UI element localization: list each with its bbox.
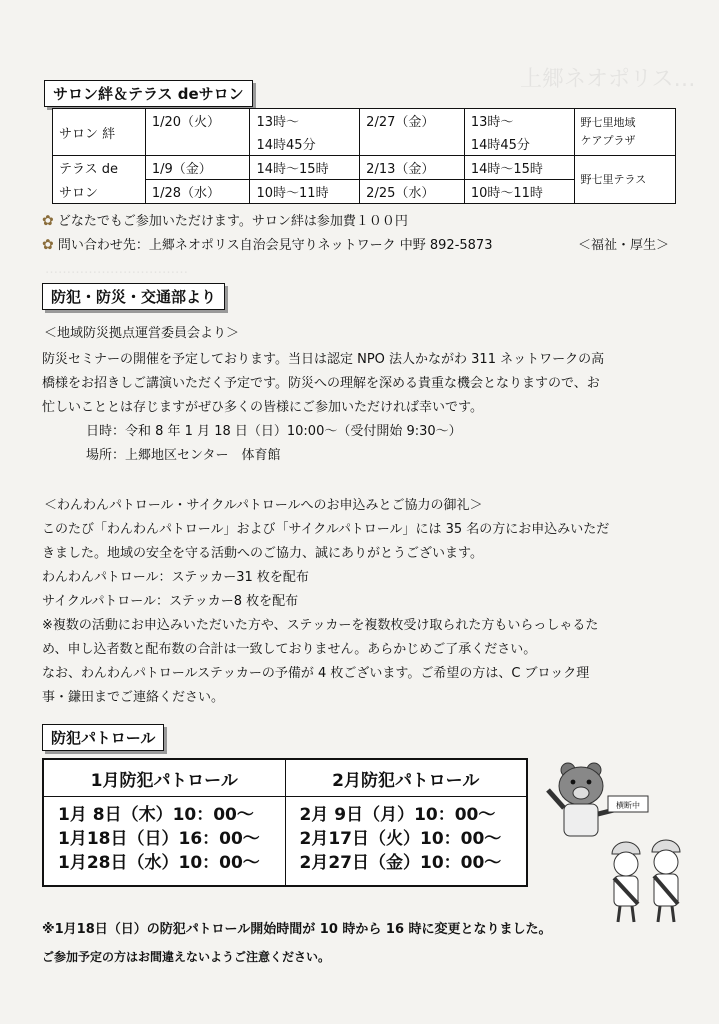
salon-kizuna-name: サロン 絆: [53, 109, 146, 156]
february-patrol-title: 2月防犯パトロール: [285, 759, 527, 797]
patrol-date: 1月28日（水）10：00～: [58, 853, 260, 873]
patrol-schedule-table: [42, 758, 528, 887]
paragraph-line: 事・鎌田までご連絡ください。: [42, 690, 225, 705]
patrol-section-header: 防犯パトロール: [42, 724, 164, 751]
salon-time: 13時～: [250, 109, 360, 133]
salon-date: 2/25（水）: [360, 180, 465, 204]
paragraph-line: このたび「わんわんパトロール」および「サイクルパトロール」には 35 名の方にお申込みいただ: [42, 522, 610, 537]
patrol-caution-note: ご参加予定の方はお間違えないようご注意ください。: [42, 950, 331, 964]
terrace-name: テラス de: [53, 156, 146, 180]
paragraph-line: 橋様をお招きしご講演いただく予定です。防災への理解を深める貴重な機会となりますので、お: [42, 376, 600, 391]
salon-contact: ✿ 問い合わせ先：上郷ネオポリス自治会見守りネットワーク 中野 892-5873: [42, 237, 493, 253]
paragraph-line: め、申し込者数と配布数の合計は一致しておりません。あらかじめご了承ください。: [42, 642, 537, 657]
salon-time: 14時～15時: [464, 156, 574, 180]
patrol-date: 2月 9日（月）10：00～: [299, 805, 496, 825]
salon-time: 10時～11時: [464, 180, 574, 204]
bleed-through-text: ……………………………: [45, 262, 188, 277]
paragraph-line: ※複数の活動にお申込みいただいた方や、ステッカーを複数枚受け取られた方もいらっしゃるた: [42, 618, 599, 633]
patrol-children-illustration: [604, 838, 694, 924]
salon-section-header: サロン絆＆テラス deサロン: [44, 80, 253, 107]
paragraph-line: なお、わんわんパトロールステッカーの予備が 4 枚ございます。ご希望の方は、C ブロック理: [42, 666, 590, 681]
patrol-change-note: ※1月18日（日）の防犯パトロール開始時間が 10 時から 16 時に変更となりました。: [42, 922, 552, 937]
patrol-date: 2月17日（火）10：00～: [299, 829, 502, 849]
salon-note: ✿ どなたでもご参加いただけます。サロン絆は参加費１００円: [42, 213, 408, 229]
salon-date: 1/9（金）: [145, 156, 250, 180]
paragraph-line: きました。地域の安全を守る活動へのご協力、誠にありがとうございます。: [42, 546, 483, 561]
salon-place: 野七里テラス: [574, 156, 675, 204]
subheading: ＜わんわんパトロール・サイクルパトロールへのお申込みとご協力の御礼＞: [44, 498, 483, 513]
salon-time: 14時～15時: [250, 156, 360, 180]
patrol-date: 1月 8日（木）10：00～: [58, 805, 254, 825]
salon-date: 1/28（水）: [145, 180, 250, 204]
paragraph-line: サイクルパトロール：ステッカー8 枚を配布: [42, 594, 299, 609]
salon-time: 14時45分: [250, 132, 360, 156]
event-place: 場所：上郷地区センター 体育館: [86, 448, 281, 463]
salon-date: 1/20（火）: [145, 109, 250, 156]
sign-text: 横断中: [616, 801, 640, 810]
patrol-date: 1月18日（日）16：00～: [58, 829, 260, 849]
terrace-name: サロン: [53, 180, 146, 204]
paragraph-line: わんわんパトロール：ステッカー31 枚を配布: [42, 570, 309, 585]
salon-time: 14時45分: [464, 132, 574, 156]
patrol-date: 2月27日（金）10：00～: [299, 853, 502, 873]
bleed-through-text: 上郷ネオポリス…: [520, 67, 696, 92]
flower-icon: ✿: [42, 213, 54, 229]
event-date: 日時：令和 8 年 1 月 18 日（日）10:00～（受付開始 9:30～）: [86, 424, 462, 439]
bohan-section-header: 防犯・防災・交通部より: [42, 283, 225, 310]
salon-place: 野七里地域 ケアプラザ: [574, 109, 675, 156]
salon-date: 2/13（金）: [360, 156, 465, 180]
salon-time: 13時～: [464, 109, 574, 133]
salon-date: 2/27（金）: [360, 109, 465, 156]
salon-schedule-table: [52, 108, 676, 204]
salon-time: 10時～11時: [250, 180, 360, 204]
flower-icon: ✿: [42, 237, 54, 253]
bear-mascot-illustration: [536, 752, 656, 852]
subheading: ＜地域防災拠点運営委員会より＞: [44, 326, 240, 341]
paragraph-line: 忙しいこととは存じますがぜひ多くの皆様にご参加いただければ幸いです。: [42, 400, 483, 415]
january-patrol-title: 1月防犯パトロール: [43, 759, 285, 797]
paragraph-line: 防災セミナーの開催を予定しております。当日は認定 NPO 法人かながわ 311 ネットワークの高: [42, 352, 605, 367]
department-tag: ＜福祉・厚生＞: [578, 238, 670, 253]
